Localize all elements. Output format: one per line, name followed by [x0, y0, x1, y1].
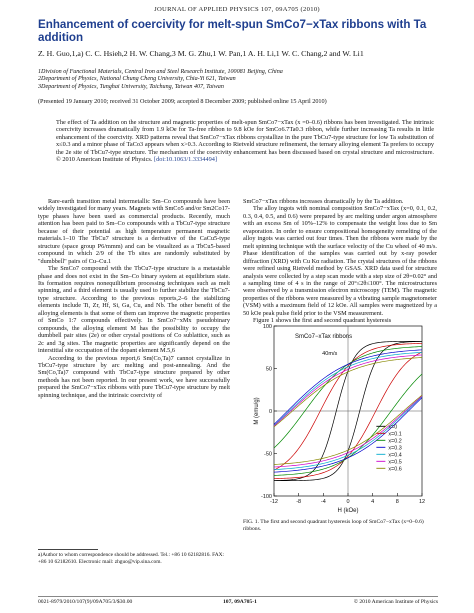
y-tick-label: 0: [268, 409, 272, 415]
journal-header: JOURNAL OF APPLIED PHYSICS 107, 09A705 (2010): [154, 6, 320, 13]
x-tick-label: 8: [395, 499, 399, 505]
abstract-text: The effect of Ta addition on the structure and magnetic properties of melt-spun SmCo7−xTax (x =0–0.6) ribbons has been investigated. The intrinsic coercivity increases dramatically from 1.9 kOe for Ta-free ribbon to 9.8 kOe for SmCo6.7Ta0.3 ribbon, while further increasing Ta results in little enhancement of the coercivity. XRD patterns reveal that SmCo7−xTax ribbons crystallize in the pure TbCu7-type structure for low Ta substitution of x≤0.3 and a minor phase of TaCo3 appears when x>0.3. According to Rietveld structure refinement, the ternary alloying element Ta prefers to occupy the 2e site of TbCu7-type structure. The mechanism of the coercivity enhancement has been discussed based on crystal structure and microstructure. © 2010 American Institute of Physics.: [56, 119, 434, 164]
x-tick-label: 4: [371, 499, 375, 505]
x-tick-label: -12: [270, 499, 278, 505]
footer-copyright: © 2010 American Institute of Physics: [353, 599, 438, 605]
page-footer: [38, 596, 438, 607]
received-dates: (Presented 19 January 2010; received 31 October 2009; accepted 8 December 2009; published online 15 April 2010): [38, 98, 327, 105]
footer-page-number: 107, 09A705-1: [223, 599, 257, 605]
legend-label: x=0: [388, 424, 398, 431]
hysteresis-chart: [250, 320, 430, 516]
chart-annotation-speed: 40m/s: [322, 350, 338, 357]
footnote-rule: [38, 549, 98, 550]
x-tick-label: 12: [418, 499, 426, 505]
footnote-text: a)Author to whom correspondence should be addressed. Tel.: +86 10 62182816. FAX: +86 10 62182610. Electronic mail: zhguo@vip.sina.com.: [38, 552, 225, 565]
body-paragraph: Rare-earth transition metal intermetallic Sm–Co compounds have been widely investigated for many years. Magnets with SmCo5 and/or Sm2Co17-type phases have been used as commercial products. Recently, much attention has been paid to Sm–Co compounds with a TbCu7-type structure because of their potential as high temperature permanent magnetic materials.1–10 The TbCu7 structure is a derivative of the CaCu5-type structure (space group P6/mmm) and can be visualized as a TbCu5-based compound in which 2/9 of the Tb sites are randomly substituted by "dumbbell" pairs of Cu–Cu.1: [38, 198, 230, 265]
doi-link[interactable]: [doi:10.1063/1.3334494]: [154, 156, 217, 164]
x-tick-label: -4: [320, 499, 326, 505]
y-tick-label: -50: [264, 451, 272, 458]
legend-label: x=0.6: [388, 466, 402, 473]
affiliation-2: 2Department of Physics, National Chung Cheng University, Chia-Yi 621, Taiwan: [38, 76, 236, 83]
chart-annotation-title: SmCo7−xTax ribbons: [294, 333, 353, 340]
paper-title: Enhancement of coercivity for melt-spun SmCo7−xTax ribbons with Ta addition: [38, 18, 427, 44]
footer-issn: 0021-8979/2010/107(9)/09A705/3/$30.00: [38, 599, 133, 605]
y-axis-label: M (emu/g): [254, 397, 260, 425]
legend-label: x=0.5: [388, 459, 402, 466]
y-tick-label: 100: [262, 324, 272, 330]
x-tick-label: -8: [296, 499, 302, 505]
abstract: [56, 119, 434, 164]
body-paragraph: The alloy ingots with nominal composition SmCo7−xTax (x=0, 0.1, 0.2, 0.3, 0.4, 0.5, and 0.6) were prepared by arc melting under argon atmosphere with an excess Sm of 10%–12% to compensate the weight loss due to Sm evaporation. In order to ensure compositional homogeneity remelting of the alloy ingots was carried out four times. Then the ribbons were made by the melt spinning technique with the surface velocity of the Cu wheel of 40 m/s. Phase identification of the samples was carried out by x-ray powder diffraction (XRD) with Cu Kα radiation. The crystal structures of the ribbons were refined using Rietveld method by GSAS. XRD data used for structure analysis were collected by a step scan mode with a step size of 2θ=0.02° and a sampling time of 4 s in the range of 20°≤2θ≤100°. The microstructures were observed by a transmission electron microscopy (TEM). The magnetic properties of the ribbons were measured by a vibrating sample magnetometer (VSM) with a maximum field of 12 kOe. All samples were magnetized by a 50 kOe peak pulse field prior to the VSM measurement.: [243, 205, 437, 317]
right-column: [243, 198, 437, 325]
y-tick-label: -100: [260, 494, 272, 500]
legend-label: x=0.3: [388, 445, 402, 452]
author-list: Z. H. Guo,1,a) C. C. Hsieh,2 H. W. Chang,3 M. G. Zhu,1 W. Pan,1 A. H. Li,1 W. C. Chang,2 and W. Li1: [38, 49, 364, 58]
left-column: [38, 198, 230, 399]
affiliation-3: 3Department of Physics, Tunghai University, Taichung, Taiwan 407, Taiwan: [38, 83, 224, 90]
body-paragraph: SmCo7−xTax ribbons increases dramatically by the Ta addition.: [243, 198, 404, 205]
y-tick-label: 50: [265, 366, 272, 373]
footnote: [38, 549, 230, 565]
affiliations: [38, 69, 438, 91]
x-axis-label: H (kOe): [337, 508, 359, 514]
legend-label: x=0.2: [388, 438, 402, 445]
affiliation-1: 1Division of Functional Materials, Central Iron and Steel Research Institute, 100081 Beijing, China: [38, 69, 283, 75]
body-paragraph: Figure 1 shows the first and second quadrant hysteresis: [253, 317, 392, 325]
legend-label: x=0.1: [388, 431, 402, 438]
figure-caption: FIG. 1. The first and second quadrant hysteresis loop of SmCo7−xTax (x=0–0.6) ribbons.: [243, 519, 424, 532]
body-paragraph: The SmCo7 compound with the TbCu7-type structure is a metastable phase and does not exist in the Sm–Co binary system at equilibrium state. Its formation requires nonequilibrium processing techniques such as melt spinning, and a third element is usually used to further stabilize the TbCu7-type structure. According to the previous reports,2–6 the stabilizing elements include Ti, Zr, Hf, Si, Ga, Cu, and Nb. The other benefit of the alloying elements is that some of them can improve the magnetic properties of SmCo 1:7 compounds effectively. In SmCo7−xMx pseudobinary compounds, the alloying element M has the possibility to occupy the dumbbell pair sites (2e) or other crystal positions of Co sublattice, such as 2c and 3g sites. The magnetic properties are significantly depend on the interstitial site occupation of the dopant element M.5,6: [38, 265, 230, 355]
figure-1: [250, 320, 430, 516]
legend-label: x=0.4: [388, 452, 402, 459]
x-tick-label: 0: [346, 499, 350, 505]
body-paragraph: According to the previous report,6 Sm(Co,Ta)7 cannot crystallize in TbCu7-type structure by arc melting and post-annealing. And the Sm(Co,Ta)7 compound with TbCu7-type structure prepared by other methods has not been reported. In our present work, we have successfully prepared the SmCo7−xTax ribbons with pure TbCu7-type structure by melt spinning technique, and the intrinsic coercivity of: [38, 354, 230, 399]
